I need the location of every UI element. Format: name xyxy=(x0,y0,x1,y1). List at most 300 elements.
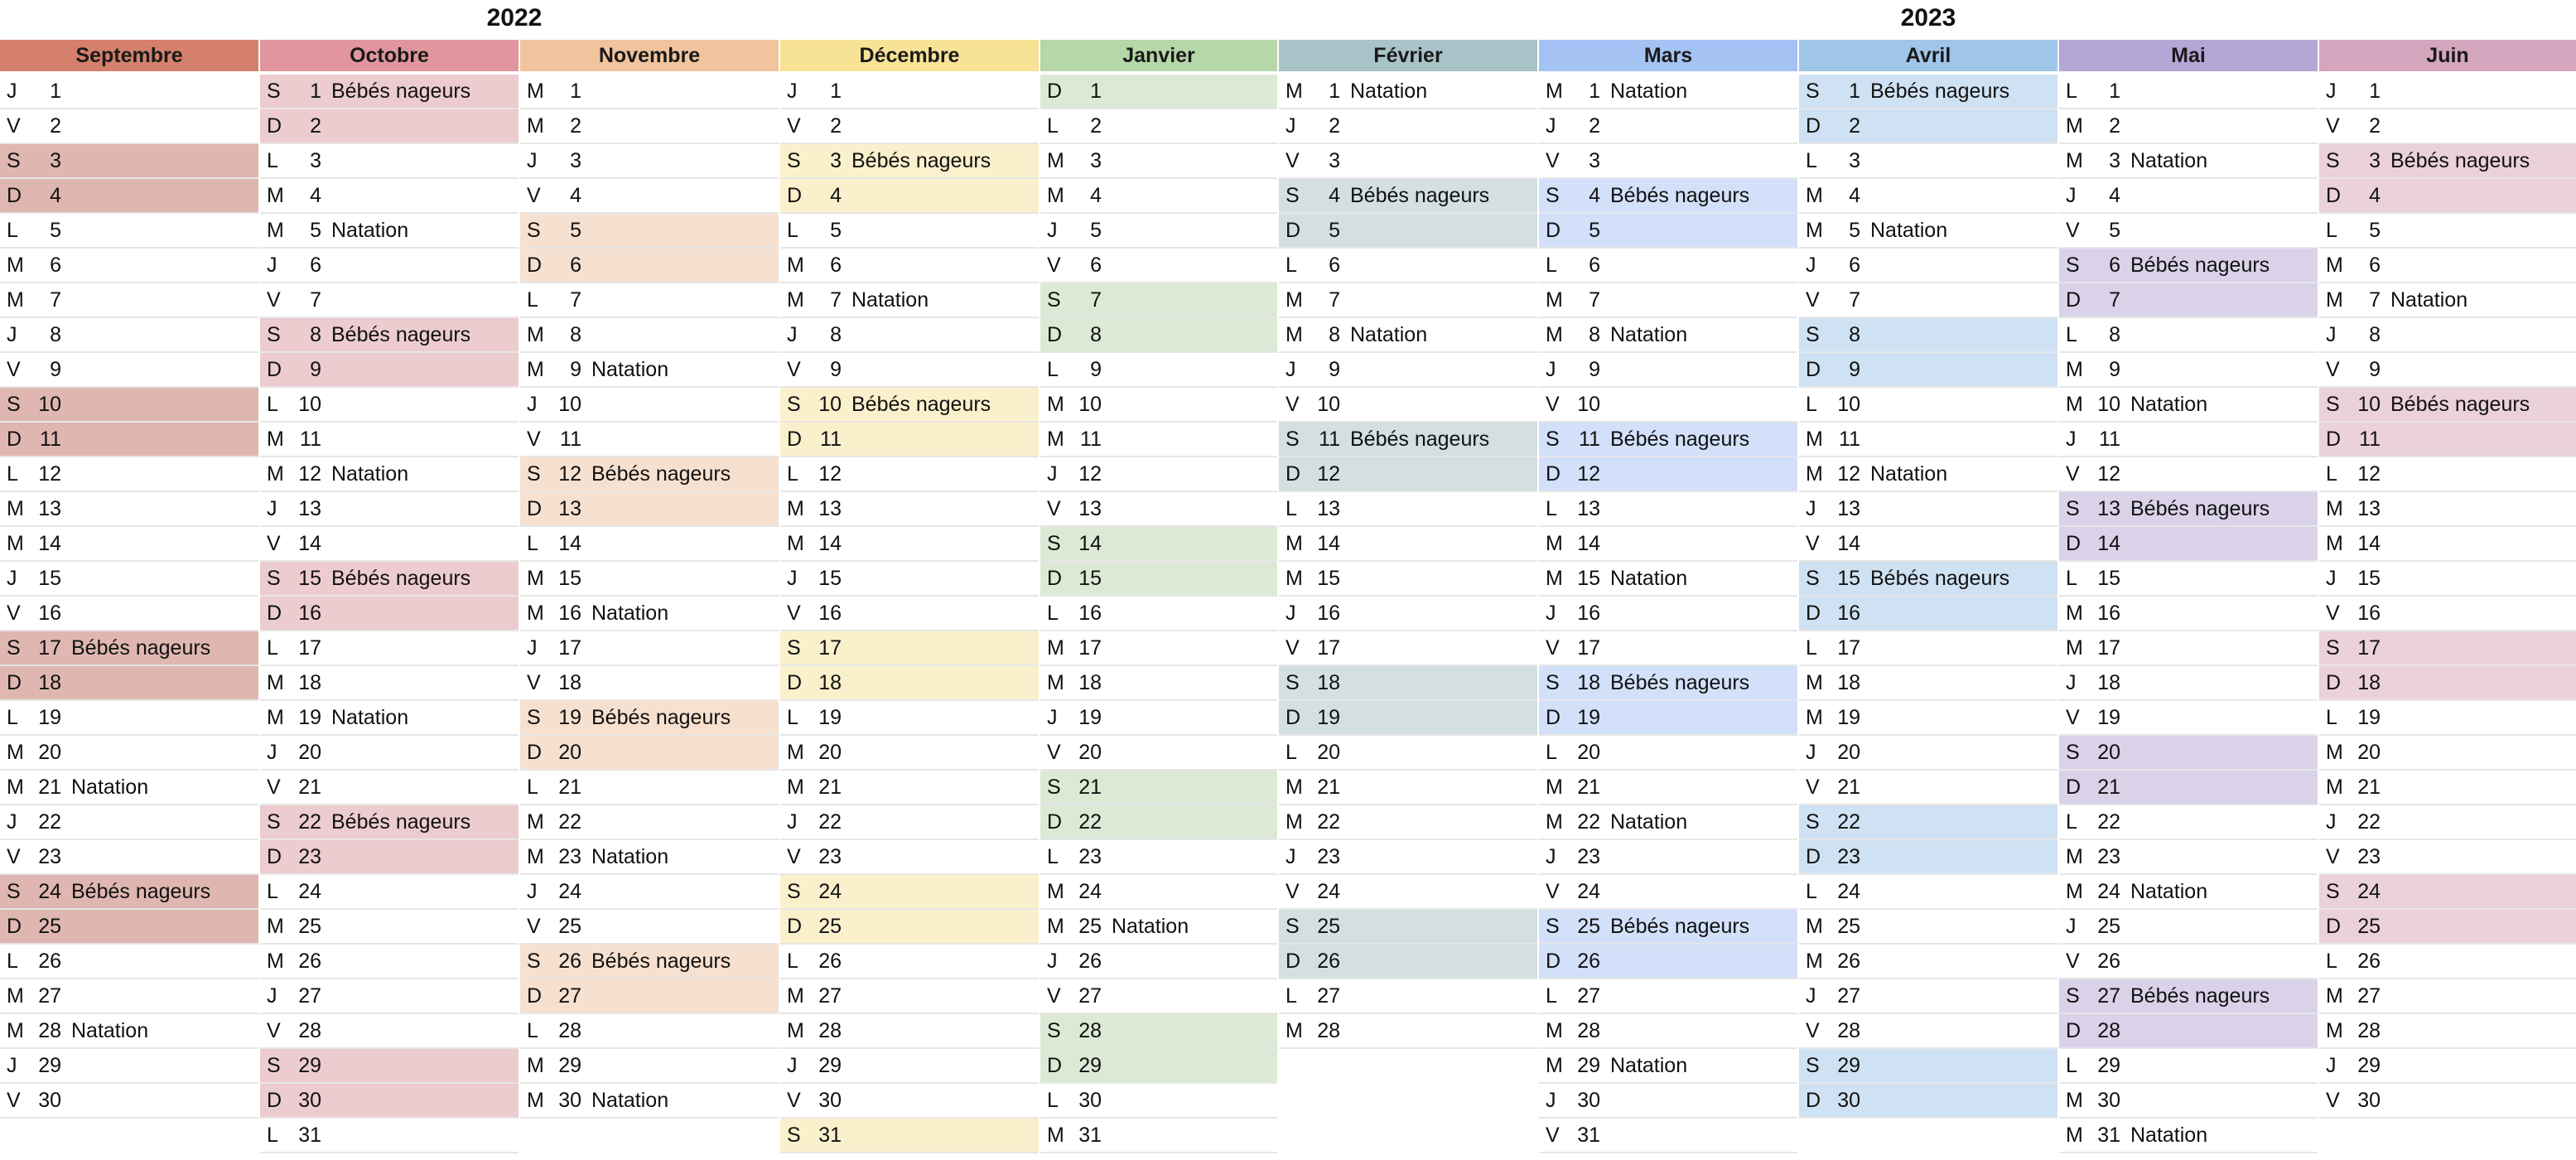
day-row[interactable] xyxy=(2059,492,2318,527)
day-row[interactable] xyxy=(0,910,258,945)
day-row[interactable] xyxy=(1799,214,2057,249)
day-row[interactable] xyxy=(2059,388,2318,423)
day-row[interactable] xyxy=(2059,214,2318,249)
day-row[interactable] xyxy=(2319,736,2576,771)
day-row[interactable] xyxy=(260,109,519,144)
day-row[interactable] xyxy=(780,736,1039,771)
day-row[interactable] xyxy=(1040,1084,1277,1119)
day-row[interactable] xyxy=(520,701,779,736)
day-row[interactable] xyxy=(520,423,779,457)
day-row[interactable] xyxy=(2319,283,2576,318)
day-row[interactable] xyxy=(2059,249,2318,283)
day-row[interactable] xyxy=(0,353,258,388)
day-row[interactable] xyxy=(1799,1084,2057,1119)
day-row[interactable] xyxy=(0,1014,258,1049)
day-row[interactable] xyxy=(2059,109,2318,144)
day-row[interactable] xyxy=(2059,179,2318,214)
day-row[interactable] xyxy=(2059,1049,2318,1084)
day-row[interactable] xyxy=(0,597,258,631)
day-row[interactable] xyxy=(1539,318,1797,353)
day-row[interactable] xyxy=(1279,388,1537,423)
day-row[interactable] xyxy=(1799,283,2057,318)
day-row[interactable] xyxy=(1279,457,1537,492)
day-row[interactable] xyxy=(520,875,779,910)
day-row[interactable] xyxy=(1539,214,1797,249)
day-row[interactable] xyxy=(520,214,779,249)
day-row[interactable] xyxy=(1040,631,1277,666)
day-row[interactable] xyxy=(780,1084,1039,1119)
day-row[interactable] xyxy=(2059,144,2318,179)
day-row[interactable] xyxy=(2319,492,2576,527)
day-row[interactable] xyxy=(2319,353,2576,388)
day-row[interactable] xyxy=(520,945,779,979)
day-row[interactable] xyxy=(1799,75,2057,109)
day-row[interactable] xyxy=(1539,179,1797,214)
day-row[interactable] xyxy=(1040,840,1277,875)
day-row[interactable] xyxy=(1040,805,1277,840)
day-row[interactable] xyxy=(2319,1049,2576,1084)
day-row[interactable] xyxy=(1279,736,1537,771)
day-row[interactable] xyxy=(1539,1084,1797,1119)
day-row[interactable] xyxy=(260,423,519,457)
day-row[interactable] xyxy=(1040,423,1277,457)
day-row[interactable] xyxy=(260,353,519,388)
day-row[interactable] xyxy=(520,1084,779,1119)
day-row[interactable] xyxy=(520,179,779,214)
day-row[interactable] xyxy=(1279,945,1537,979)
day-row[interactable] xyxy=(1279,875,1537,910)
day-row[interactable] xyxy=(1040,979,1277,1014)
day-row[interactable] xyxy=(780,1014,1039,1049)
day-row[interactable] xyxy=(260,666,519,701)
day-row[interactable] xyxy=(2319,805,2576,840)
day-row[interactable] xyxy=(520,144,779,179)
day-row[interactable] xyxy=(1279,249,1537,283)
day-row[interactable] xyxy=(1279,840,1537,875)
day-row[interactable] xyxy=(1279,910,1537,945)
day-row[interactable] xyxy=(2319,214,2576,249)
day-row[interactable] xyxy=(2059,423,2318,457)
day-row[interactable] xyxy=(1040,318,1277,353)
day-row[interactable] xyxy=(780,527,1039,562)
month-header[interactable]: Janvier xyxy=(1040,40,1277,71)
day-row[interactable] xyxy=(260,631,519,666)
day-row[interactable] xyxy=(1799,109,2057,144)
day-row[interactable] xyxy=(520,666,779,701)
day-row[interactable] xyxy=(1799,353,2057,388)
day-row[interactable] xyxy=(0,109,258,144)
day-row[interactable] xyxy=(260,840,519,875)
day-row[interactable] xyxy=(1799,318,2057,353)
day-row[interactable] xyxy=(520,736,779,771)
day-row[interactable] xyxy=(1539,736,1797,771)
day-row[interactable] xyxy=(0,214,258,249)
day-row[interactable] xyxy=(2059,1084,2318,1119)
day-row[interactable] xyxy=(780,457,1039,492)
day-row[interactable] xyxy=(1799,701,2057,736)
day-row[interactable] xyxy=(260,1119,519,1153)
day-row[interactable] xyxy=(1040,388,1277,423)
day-row[interactable] xyxy=(1539,527,1797,562)
day-row[interactable] xyxy=(2319,1014,2576,1049)
day-row[interactable] xyxy=(260,214,519,249)
day-row[interactable] xyxy=(260,701,519,736)
day-row[interactable] xyxy=(1279,144,1537,179)
day-row[interactable] xyxy=(260,527,519,562)
day-row[interactable] xyxy=(0,979,258,1014)
day-row[interactable] xyxy=(0,492,258,527)
day-row[interactable] xyxy=(2319,1084,2576,1119)
day-row[interactable] xyxy=(2059,631,2318,666)
day-row[interactable] xyxy=(1279,1014,1537,1049)
day-row[interactable] xyxy=(1539,492,1797,527)
month-header[interactable]: Février xyxy=(1279,40,1537,71)
day-row[interactable] xyxy=(780,840,1039,875)
day-row[interactable] xyxy=(1040,597,1277,631)
day-row[interactable] xyxy=(0,1049,258,1084)
day-row[interactable] xyxy=(1040,562,1277,597)
day-row[interactable] xyxy=(2059,666,2318,701)
day-row[interactable] xyxy=(1279,701,1537,736)
day-row[interactable] xyxy=(0,249,258,283)
day-row[interactable] xyxy=(260,249,519,283)
day-row[interactable] xyxy=(1539,945,1797,979)
day-row[interactable] xyxy=(1539,666,1797,701)
day-row[interactable] xyxy=(2319,249,2576,283)
day-row[interactable] xyxy=(1279,109,1537,144)
day-row[interactable] xyxy=(780,109,1039,144)
day-row[interactable] xyxy=(520,388,779,423)
day-row[interactable] xyxy=(520,840,779,875)
day-row[interactable] xyxy=(1539,388,1797,423)
day-row[interactable] xyxy=(2319,701,2576,736)
day-row[interactable] xyxy=(1279,979,1537,1014)
day-row[interactable] xyxy=(780,979,1039,1014)
day-row[interactable] xyxy=(0,318,258,353)
day-row[interactable] xyxy=(2059,910,2318,945)
day-row[interactable] xyxy=(1799,910,2057,945)
month-header[interactable]: Mai xyxy=(2059,40,2318,71)
day-row[interactable] xyxy=(260,979,519,1014)
day-row[interactable] xyxy=(1799,562,2057,597)
day-row[interactable] xyxy=(1539,875,1797,910)
day-row[interactable] xyxy=(0,457,258,492)
day-row[interactable] xyxy=(780,805,1039,840)
day-row[interactable] xyxy=(0,423,258,457)
day-row[interactable] xyxy=(520,353,779,388)
day-row[interactable] xyxy=(1040,179,1277,214)
day-row[interactable] xyxy=(780,1049,1039,1084)
day-row[interactable] xyxy=(0,771,258,805)
day-row[interactable] xyxy=(1799,144,2057,179)
day-row[interactable] xyxy=(2319,979,2576,1014)
day-row[interactable] xyxy=(2059,353,2318,388)
day-row[interactable] xyxy=(260,945,519,979)
day-row[interactable] xyxy=(260,179,519,214)
day-row[interactable] xyxy=(1539,283,1797,318)
day-row[interactable] xyxy=(2319,910,2576,945)
day-row[interactable] xyxy=(520,457,779,492)
day-row[interactable] xyxy=(1040,109,1277,144)
day-row[interactable] xyxy=(2319,109,2576,144)
day-row[interactable] xyxy=(2319,945,2576,979)
day-row[interactable] xyxy=(1040,945,1277,979)
day-row[interactable] xyxy=(1539,701,1797,736)
day-row[interactable] xyxy=(260,1084,519,1119)
day-row[interactable] xyxy=(520,597,779,631)
day-row[interactable] xyxy=(780,562,1039,597)
day-row[interactable] xyxy=(2319,597,2576,631)
day-row[interactable] xyxy=(1799,1014,2057,1049)
day-row[interactable] xyxy=(0,388,258,423)
day-row[interactable] xyxy=(260,805,519,840)
day-row[interactable] xyxy=(1539,979,1797,1014)
day-row[interactable] xyxy=(0,144,258,179)
day-row[interactable] xyxy=(2059,527,2318,562)
day-row[interactable] xyxy=(260,597,519,631)
day-row[interactable] xyxy=(520,249,779,283)
day-row[interactable] xyxy=(1279,597,1537,631)
day-row[interactable] xyxy=(1279,75,1537,109)
day-row[interactable] xyxy=(780,353,1039,388)
day-row[interactable] xyxy=(2059,701,2318,736)
day-row[interactable] xyxy=(780,771,1039,805)
day-row[interactable] xyxy=(1799,875,2057,910)
day-row[interactable] xyxy=(780,910,1039,945)
day-row[interactable] xyxy=(1040,527,1277,562)
day-row[interactable] xyxy=(780,666,1039,701)
day-row[interactable] xyxy=(1799,179,2057,214)
month-header[interactable]: Octobre xyxy=(260,40,519,71)
day-row[interactable] xyxy=(0,562,258,597)
day-row[interactable] xyxy=(2059,979,2318,1014)
day-row[interactable] xyxy=(2319,423,2576,457)
day-row[interactable] xyxy=(1799,1049,2057,1084)
day-row[interactable] xyxy=(1539,910,1797,945)
day-row[interactable] xyxy=(1539,840,1797,875)
day-row[interactable] xyxy=(1279,318,1537,353)
day-row[interactable] xyxy=(1279,666,1537,701)
day-row[interactable] xyxy=(1799,249,2057,283)
day-row[interactable] xyxy=(780,597,1039,631)
day-row[interactable] xyxy=(2319,388,2576,423)
day-row[interactable] xyxy=(1539,1119,1797,1153)
day-row[interactable] xyxy=(1040,457,1277,492)
day-row[interactable] xyxy=(0,805,258,840)
day-row[interactable] xyxy=(2059,945,2318,979)
day-row[interactable] xyxy=(1040,214,1277,249)
day-row[interactable] xyxy=(1040,701,1277,736)
day-row[interactable] xyxy=(780,75,1039,109)
day-row[interactable] xyxy=(2319,875,2576,910)
day-row[interactable] xyxy=(1279,423,1537,457)
day-row[interactable] xyxy=(2319,318,2576,353)
day-row[interactable] xyxy=(520,771,779,805)
day-row[interactable] xyxy=(1799,771,2057,805)
day-row[interactable] xyxy=(0,875,258,910)
day-row[interactable] xyxy=(1040,283,1277,318)
day-row[interactable] xyxy=(1279,527,1537,562)
day-row[interactable] xyxy=(1279,283,1537,318)
day-row[interactable] xyxy=(1539,771,1797,805)
day-row[interactable] xyxy=(520,1049,779,1084)
day-row[interactable] xyxy=(0,701,258,736)
day-row[interactable] xyxy=(2059,840,2318,875)
day-row[interactable] xyxy=(260,283,519,318)
day-row[interactable] xyxy=(520,805,779,840)
day-row[interactable] xyxy=(520,75,779,109)
day-row[interactable] xyxy=(0,527,258,562)
day-row[interactable] xyxy=(1539,109,1797,144)
day-row[interactable] xyxy=(2319,771,2576,805)
day-row[interactable] xyxy=(1799,457,2057,492)
day-row[interactable] xyxy=(1040,353,1277,388)
day-row[interactable] xyxy=(780,388,1039,423)
day-row[interactable] xyxy=(1539,423,1797,457)
day-row[interactable] xyxy=(1279,353,1537,388)
day-row[interactable] xyxy=(1040,771,1277,805)
day-row[interactable] xyxy=(2059,805,2318,840)
day-row[interactable] xyxy=(2059,457,2318,492)
day-row[interactable] xyxy=(260,771,519,805)
day-row[interactable] xyxy=(780,631,1039,666)
day-row[interactable] xyxy=(260,492,519,527)
day-row[interactable] xyxy=(1279,631,1537,666)
day-row[interactable] xyxy=(260,1049,519,1084)
day-row[interactable] xyxy=(2059,318,2318,353)
day-row[interactable] xyxy=(1799,388,2057,423)
day-row[interactable] xyxy=(1279,771,1537,805)
day-row[interactable] xyxy=(780,492,1039,527)
day-row[interactable] xyxy=(2059,562,2318,597)
day-row[interactable] xyxy=(1279,214,1537,249)
day-row[interactable] xyxy=(1799,840,2057,875)
day-row[interactable] xyxy=(2059,1119,2318,1153)
day-row[interactable] xyxy=(260,1014,519,1049)
day-row[interactable] xyxy=(2319,840,2576,875)
day-row[interactable] xyxy=(1279,179,1537,214)
day-row[interactable] xyxy=(780,144,1039,179)
day-row[interactable] xyxy=(1539,805,1797,840)
day-row[interactable] xyxy=(0,283,258,318)
day-row[interactable] xyxy=(520,318,779,353)
day-row[interactable] xyxy=(1539,562,1797,597)
day-row[interactable] xyxy=(260,875,519,910)
day-row[interactable] xyxy=(520,562,779,597)
month-header[interactable]: Décembre xyxy=(780,40,1039,71)
day-row[interactable] xyxy=(260,75,519,109)
day-row[interactable] xyxy=(260,318,519,353)
day-row[interactable] xyxy=(1799,423,2057,457)
month-header[interactable]: Novembre xyxy=(520,40,779,71)
month-header[interactable]: Mars xyxy=(1539,40,1797,71)
day-row[interactable] xyxy=(1040,492,1277,527)
day-row[interactable] xyxy=(1539,75,1797,109)
day-row[interactable] xyxy=(1799,805,2057,840)
day-row[interactable] xyxy=(520,283,779,318)
day-row[interactable] xyxy=(2059,597,2318,631)
month-header[interactable]: Septembre xyxy=(0,40,258,71)
day-row[interactable] xyxy=(1040,1014,1277,1049)
day-row[interactable] xyxy=(1279,492,1537,527)
day-row[interactable] xyxy=(780,179,1039,214)
month-header[interactable]: Juin xyxy=(2319,40,2576,71)
day-row[interactable] xyxy=(2319,562,2576,597)
day-row[interactable] xyxy=(1040,144,1277,179)
day-row[interactable] xyxy=(520,979,779,1014)
day-row[interactable] xyxy=(0,945,258,979)
day-row[interactable] xyxy=(2319,457,2576,492)
day-row[interactable] xyxy=(260,388,519,423)
day-row[interactable] xyxy=(2059,1014,2318,1049)
day-row[interactable] xyxy=(2319,179,2576,214)
day-row[interactable] xyxy=(2059,736,2318,771)
day-row[interactable] xyxy=(1539,597,1797,631)
day-row[interactable] xyxy=(1539,1049,1797,1084)
day-row[interactable] xyxy=(2319,666,2576,701)
day-row[interactable] xyxy=(1799,527,2057,562)
day-row[interactable] xyxy=(2319,144,2576,179)
day-row[interactable] xyxy=(1799,945,2057,979)
day-row[interactable] xyxy=(780,214,1039,249)
day-row[interactable] xyxy=(0,631,258,666)
month-header[interactable]: Avril xyxy=(1799,40,2057,71)
day-row[interactable] xyxy=(1040,249,1277,283)
day-row[interactable] xyxy=(0,840,258,875)
day-row[interactable] xyxy=(2059,771,2318,805)
day-row[interactable] xyxy=(780,423,1039,457)
day-row[interactable] xyxy=(260,144,519,179)
day-row[interactable] xyxy=(0,75,258,109)
day-row[interactable] xyxy=(780,701,1039,736)
day-row[interactable] xyxy=(1539,353,1797,388)
day-row[interactable] xyxy=(2319,75,2576,109)
day-row[interactable] xyxy=(780,1119,1039,1153)
day-row[interactable] xyxy=(1040,75,1277,109)
day-row[interactable] xyxy=(1040,910,1277,945)
day-row[interactable] xyxy=(520,1014,779,1049)
day-row[interactable] xyxy=(1539,631,1797,666)
day-row[interactable] xyxy=(1799,492,2057,527)
day-row[interactable] xyxy=(1040,1119,1277,1153)
day-row[interactable] xyxy=(1040,1049,1277,1084)
day-row[interactable] xyxy=(1539,1014,1797,1049)
day-row[interactable] xyxy=(1040,666,1277,701)
day-row[interactable] xyxy=(1799,979,2057,1014)
day-row[interactable] xyxy=(260,562,519,597)
day-row[interactable] xyxy=(780,945,1039,979)
day-row[interactable] xyxy=(520,631,779,666)
day-row[interactable] xyxy=(0,179,258,214)
day-row[interactable] xyxy=(1279,805,1537,840)
day-row[interactable] xyxy=(260,457,519,492)
day-row[interactable] xyxy=(1539,249,1797,283)
day-row[interactable] xyxy=(2059,875,2318,910)
day-row[interactable] xyxy=(0,1084,258,1119)
day-row[interactable] xyxy=(1799,631,2057,666)
day-row[interactable] xyxy=(2059,75,2318,109)
day-row[interactable] xyxy=(1040,736,1277,771)
day-row[interactable] xyxy=(520,109,779,144)
day-row[interactable] xyxy=(780,283,1039,318)
day-row[interactable] xyxy=(1279,562,1537,597)
day-row[interactable] xyxy=(2319,527,2576,562)
day-row[interactable] xyxy=(2319,631,2576,666)
day-row[interactable] xyxy=(1539,144,1797,179)
day-row[interactable] xyxy=(1799,736,2057,771)
day-row[interactable] xyxy=(0,736,258,771)
day-row[interactable] xyxy=(1040,875,1277,910)
